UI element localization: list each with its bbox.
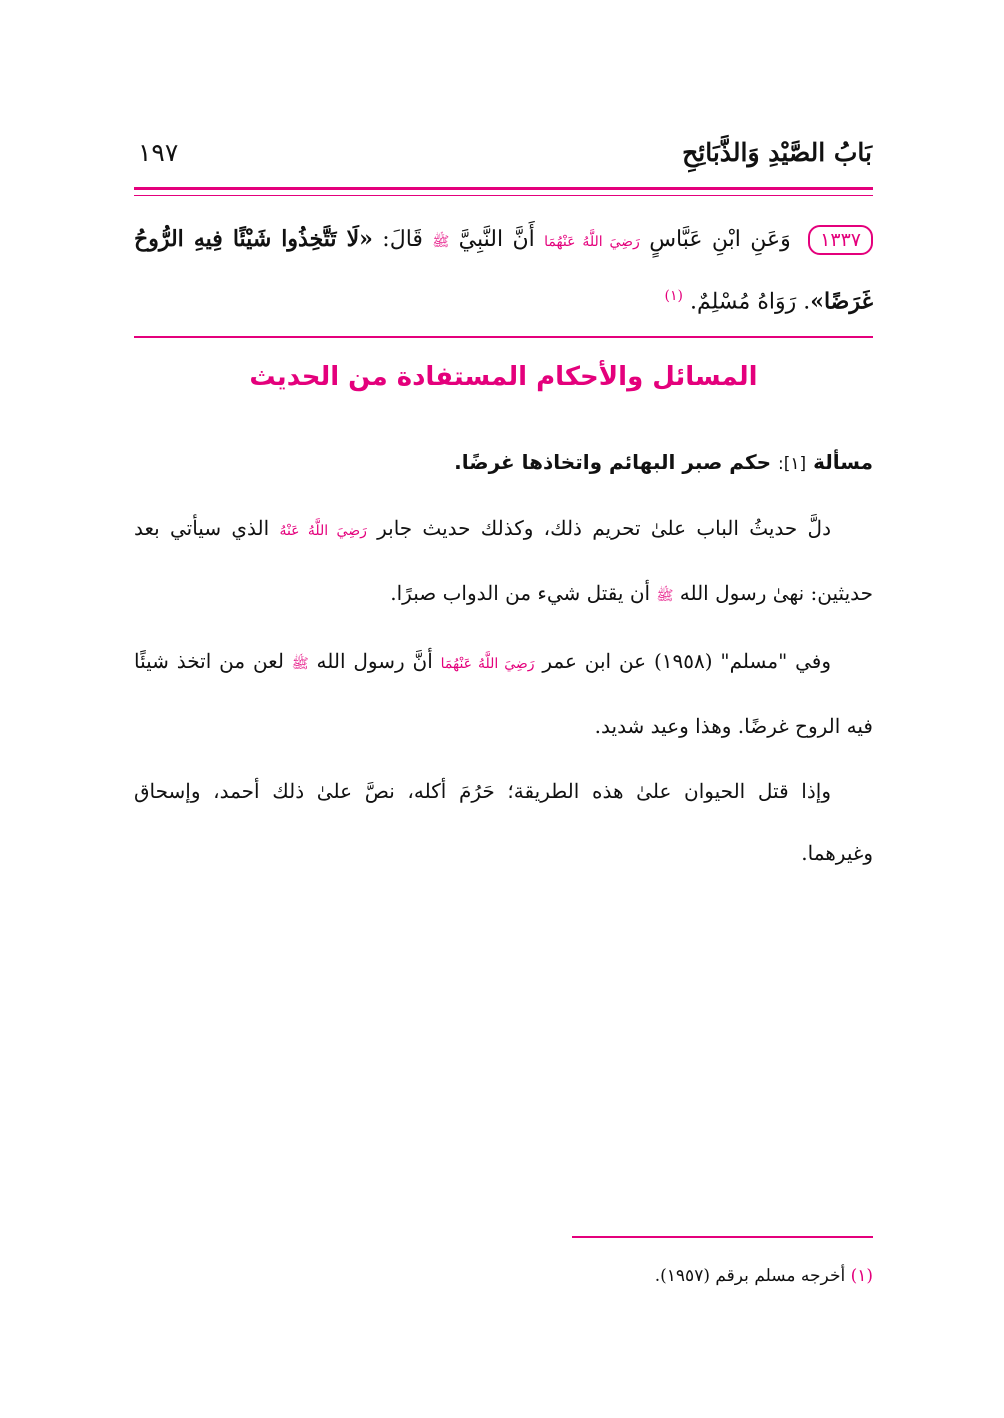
footnote (134, 1266, 873, 1286)
footnote-rule (572, 1236, 873, 1238)
honorific-prophet: ﷺ (432, 234, 450, 250)
p1-text-c: أن يقتل شيء من الدواب صبرًا. (390, 581, 651, 605)
issue-number: [١]: (777, 454, 807, 474)
paragraph-3: وإذا قتل الحيوان علىٰ هذه الطريقة؛ حَرُمَ أكله، نصَّ علىٰ ذلك أحمد، وإسحاق وغيرهما. (134, 779, 873, 865)
footnote-number: (١) (850, 1266, 873, 1286)
issue-title: حكم صبر البهائم واتخاذها غرضًا. (454, 450, 772, 474)
p2-text-c: لعن من اتخذ شيئًا فيه الروح غرضًا. وهذا وعيد شديد. (134, 649, 873, 738)
p2-honorific-1: رَضِيَ اللَّهُ عَنْهُمَا (440, 656, 535, 672)
p2-honorific-2: ﷺ (291, 656, 309, 672)
header-rule-thick (134, 187, 873, 190)
footnote-ref: (١) (664, 288, 684, 304)
p1-honorific-1: رَضِيَ اللَّهُ عَنْهُ (279, 523, 367, 539)
header-rule-thin (134, 195, 873, 196)
honorific-companion: رَضِيَ اللَّهُ عَنْهُمَا (544, 234, 640, 250)
issue-label: مسألة (813, 450, 873, 474)
hadith-intro: وَعَنِ ابْنِ عَبَّاسٍ (649, 227, 791, 252)
hadith-number: ١٣٣٧ (808, 225, 873, 255)
hadith-said: قَالَ: (382, 227, 423, 252)
chapter-title: بَابُ الصَّيْدِ وَالذَّبَائِحِ (682, 137, 872, 167)
p2-text-b: أنَّ رسول الله (316, 649, 433, 673)
p1-text-a: دلَّ حديثُ الباب علىٰ تحريم ذلك، وكذلك حديث جابر (377, 516, 831, 540)
paragraph-1 (134, 497, 873, 627)
hadith-mid: أَنَّ النَّبِيَّ (458, 227, 535, 252)
hadith-block (134, 212, 873, 329)
hadith-bottom-rule (134, 336, 873, 338)
footnote-text: أخرجه مسلم برقم (١٩٥٧). (654, 1266, 846, 1286)
issue-heading (134, 450, 873, 474)
p2-text-a: وفي "مسلم" (١٩٥٨) عن ابن عمر (542, 649, 832, 673)
hadith-narrated: . رَوَاهُ مُسْلِمٌ. (690, 289, 811, 315)
page-header (138, 128, 872, 176)
p1-honorific-2: ﷺ (656, 588, 674, 604)
section-title: المسائل والأحكام المستفادة من الحديث (249, 362, 758, 392)
p1-text-b: الذي سيأتي بعد حديثين: نهىٰ رسول الله (134, 516, 873, 605)
hadith-quote: «لَا تَتَّخِذُوا شَيْئًا فِيهِ الرُّوحُ غَرَضًا» (134, 226, 873, 315)
page-number: ١٩٧ (138, 137, 179, 167)
paragraph-2 (134, 630, 873, 757)
